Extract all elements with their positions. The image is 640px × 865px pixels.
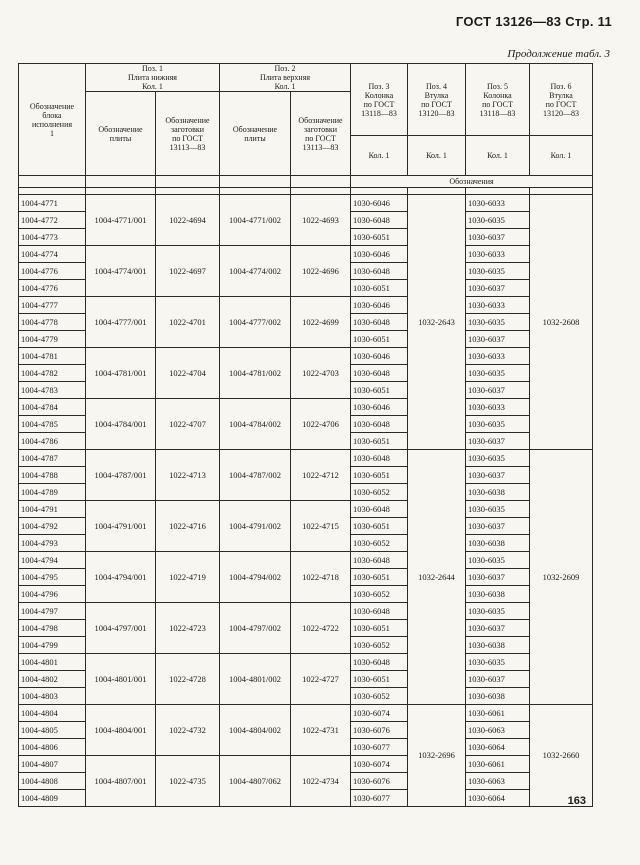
block-cell: 1004-4806 [19, 739, 86, 756]
block-cell: 1004-4784 [19, 399, 86, 416]
block-cell: 1004-4771 [19, 195, 86, 212]
upper-plate-cell: 1004-4777/002 [220, 297, 291, 348]
pos3-cell: 1030-6074 [351, 705, 408, 722]
pos3-cell: 1030-6048 [351, 552, 408, 569]
upper-blank-cell: 1022-4731 [291, 705, 351, 756]
pos5-cell: 1030-6037 [466, 569, 530, 586]
spacer-cell [156, 176, 220, 188]
pos5-cell: 1030-6037 [466, 229, 530, 246]
pos3-cell: 1030-6051 [351, 280, 408, 297]
upper-plate-cell: 1004-4794/002 [220, 552, 291, 603]
block-cell: 1004-4801 [19, 654, 86, 671]
table-row [19, 603, 593, 620]
spacer-cell [291, 176, 351, 188]
col-pos1-blank: Обозначение заготовки по ГОСТ 13113—83 [156, 92, 220, 176]
pos3-cell: 1030-6051 [351, 671, 408, 688]
col-pos1-plate: Обозначение плиты [86, 92, 156, 176]
lower-blank-cell: 1022-4719 [156, 552, 220, 603]
pos5-cell: 1030-6033 [466, 195, 530, 212]
pos3-cell: 1030-6048 [351, 212, 408, 229]
lower-blank-cell: 1022-4694 [156, 195, 220, 246]
table-row [19, 348, 593, 365]
lower-plate-cell: 1004-4807/001 [86, 756, 156, 807]
table-continuation-label: Продолжение табл. 3 [507, 48, 610, 60]
pos3-cell: 1030-6076 [351, 773, 408, 790]
lower-plate-cell: 1004-4804/001 [86, 705, 156, 756]
upper-plate-cell: 1004-4791/002 [220, 501, 291, 552]
pos3-cell: 1030-6048 [351, 654, 408, 671]
table-row [19, 246, 593, 263]
pos5-cell: 1030-6037 [466, 671, 530, 688]
block-cell: 1004-4779 [19, 331, 86, 348]
lower-plate-cell: 1004-4774/001 [86, 246, 156, 297]
spacer-cell [351, 188, 408, 195]
lower-plate-cell: 1004-4784/001 [86, 399, 156, 450]
block-cell: 1004-4803 [19, 688, 86, 705]
block-cell: 1004-4774 [19, 246, 86, 263]
pos5-cell: 1030-6038 [466, 535, 530, 552]
pos3-cell: 1030-6051 [351, 331, 408, 348]
pos3-cell: 1030-6052 [351, 637, 408, 654]
upper-blank-cell: 1022-4703 [291, 348, 351, 399]
pos3-cell: 1030-6051 [351, 382, 408, 399]
pos5-cell: 1030-6037 [466, 518, 530, 535]
block-cell: 1004-4791 [19, 501, 86, 518]
col-pos1: Поз. 1 Плита нижняя Кол. 1 [86, 64, 220, 92]
spacer-cell [220, 176, 291, 188]
pos3-cell: 1030-6052 [351, 484, 408, 501]
pos3-cell: 1030-6051 [351, 620, 408, 637]
pos5-cell: 1030-6064 [466, 790, 530, 807]
pos5-cell: 1030-6037 [466, 620, 530, 637]
lower-plate-cell: 1004-4787/001 [86, 450, 156, 501]
lower-plate-cell: 1004-4791/001 [86, 501, 156, 552]
block-cell: 1004-4787 [19, 450, 86, 467]
pos5-cell: 1030-6035 [466, 416, 530, 433]
block-cell: 1004-4782 [19, 365, 86, 382]
table-row [19, 399, 593, 416]
block-cell: 1004-4776 [19, 263, 86, 280]
block-cell: 1004-4789 [19, 484, 86, 501]
pos3-cell: 1030-6074 [351, 756, 408, 773]
pos3-cell: 1030-6046 [351, 246, 408, 263]
spacer-cell [86, 176, 156, 188]
block-cell: 1004-4809 [19, 790, 86, 807]
pos5-cell: 1030-6063 [466, 722, 530, 739]
pos3-cell: 1030-6048 [351, 450, 408, 467]
block-cell: 1004-4805 [19, 722, 86, 739]
lower-blank-cell: 1022-4716 [156, 501, 220, 552]
table-row [19, 654, 593, 671]
table-row [19, 450, 593, 467]
pos3-cell: 1030-6051 [351, 467, 408, 484]
pos5-cell: 1030-6033 [466, 399, 530, 416]
upper-plate-cell: 1004-4801/002 [220, 654, 291, 705]
pos3-cell: 1030-6077 [351, 790, 408, 807]
col-pos5: Поз. 5 Колонка по ГОСТ 13118—83 [466, 64, 530, 136]
pos3-cell: 1030-6046 [351, 297, 408, 314]
pos3-cell: 1030-6048 [351, 501, 408, 518]
pos3-cell: 1030-6077 [351, 739, 408, 756]
lower-blank-cell: 1022-4735 [156, 756, 220, 807]
upper-blank-cell: 1022-4734 [291, 756, 351, 807]
lower-plate-cell: 1004-4801/001 [86, 654, 156, 705]
upper-blank-cell: 1022-4722 [291, 603, 351, 654]
col-pos4-qty: Кол. 1 [408, 136, 466, 176]
pos3-cell: 1030-6051 [351, 229, 408, 246]
pos5-cell: 1030-6035 [466, 603, 530, 620]
upper-plate-cell: 1004-4781/002 [220, 348, 291, 399]
upper-plate-cell: 1004-4797/002 [220, 603, 291, 654]
pos3-cell: 1030-6052 [351, 586, 408, 603]
pos4-cell: 1032-2696 [408, 705, 466, 807]
table-row [19, 756, 593, 773]
upper-blank-cell: 1022-4696 [291, 246, 351, 297]
pos6-cell: 1032-2609 [530, 450, 593, 705]
block-cell: 1004-4783 [19, 382, 86, 399]
block-cell: 1004-4797 [19, 603, 86, 620]
spacer-cell [19, 176, 86, 188]
pos4-cell: 1032-2643 [408, 195, 466, 450]
table-row [19, 705, 593, 722]
pos5-cell: 1030-6035 [466, 314, 530, 331]
upper-blank-cell: 1022-4706 [291, 399, 351, 450]
pos3-cell: 1030-6052 [351, 535, 408, 552]
upper-plate-cell: 1004-4771/002 [220, 195, 291, 246]
upper-blank-cell: 1022-4693 [291, 195, 351, 246]
lower-blank-cell: 1022-4732 [156, 705, 220, 756]
page-number: 163 [567, 795, 586, 807]
page-header: ГОСТ 13126—83 Стр. 11 [455, 14, 612, 29]
pos5-cell: 1030-6038 [466, 586, 530, 603]
lower-blank-cell: 1022-4701 [156, 297, 220, 348]
table-row [19, 297, 593, 314]
col-pos3: Поз. 3 Колонка по ГОСТ 13118—83 [351, 64, 408, 136]
pos5-cell: 1030-6061 [466, 705, 530, 722]
pos6-cell: 1032-2660 [530, 705, 593, 807]
pos5-cell: 1030-6037 [466, 433, 530, 450]
spacer-cell [156, 188, 220, 195]
lower-plate-cell: 1004-4781/001 [86, 348, 156, 399]
block-cell: 1004-4786 [19, 433, 86, 450]
pos5-cell: 1030-6035 [466, 552, 530, 569]
col-pos6: Поз. 6 Втулка по ГОСТ 13120—83 [530, 64, 593, 136]
pos5-cell: 1030-6061 [466, 756, 530, 773]
block-cell: 1004-4802 [19, 671, 86, 688]
upper-blank-cell: 1022-4715 [291, 501, 351, 552]
pos3-cell: 1030-6076 [351, 722, 408, 739]
lower-blank-cell: 1022-4728 [156, 654, 220, 705]
designations-label: Обозначения [351, 176, 593, 188]
col-pos2-blank: Обозначение заготовки по ГОСТ 13113—83 [291, 92, 351, 176]
block-cell: 1004-4777 [19, 297, 86, 314]
lower-plate-cell: 1004-4794/001 [86, 552, 156, 603]
lower-blank-cell: 1022-4707 [156, 399, 220, 450]
pos5-cell: 1030-6037 [466, 331, 530, 348]
pos3-cell: 1030-6048 [351, 365, 408, 382]
col-pos3-qty: Кол. 1 [351, 136, 408, 176]
lower-plate-cell: 1004-4797/001 [86, 603, 156, 654]
upper-plate-cell: 1004-4784/002 [220, 399, 291, 450]
pos3-cell: 1030-6051 [351, 518, 408, 535]
upper-blank-cell: 1022-4712 [291, 450, 351, 501]
table-body [19, 188, 593, 807]
spacer-cell [86, 188, 156, 195]
block-cell: 1004-4795 [19, 569, 86, 586]
pos5-cell: 1030-6037 [466, 382, 530, 399]
pos5-cell: 1030-6035 [466, 654, 530, 671]
pos5-cell: 1030-6035 [466, 501, 530, 518]
block-cell: 1004-4799 [19, 637, 86, 654]
pos3-cell: 1030-6048 [351, 314, 408, 331]
upper-plate-cell: 1004-4774/002 [220, 246, 291, 297]
lower-plate-cell: 1004-4771/001 [86, 195, 156, 246]
upper-plate-cell: 1004-4787/002 [220, 450, 291, 501]
block-cell: 1004-4788 [19, 467, 86, 484]
spacer-cell [466, 188, 530, 195]
block-cell: 1004-4773 [19, 229, 86, 246]
pos5-cell: 1030-6038 [466, 637, 530, 654]
upper-blank-cell: 1022-4727 [291, 654, 351, 705]
block-cell: 1004-4796 [19, 586, 86, 603]
pos3-cell: 1030-6046 [351, 399, 408, 416]
block-cell: 1004-4781 [19, 348, 86, 365]
parts-table [18, 63, 593, 807]
pos3-cell: 1030-6046 [351, 195, 408, 212]
lower-blank-cell: 1022-4713 [156, 450, 220, 501]
pos5-cell: 1030-6035 [466, 450, 530, 467]
table-row [19, 195, 593, 212]
pos5-cell: 1030-6035 [466, 365, 530, 382]
lower-blank-cell: 1022-4723 [156, 603, 220, 654]
pos5-cell: 1030-6037 [466, 280, 530, 297]
pos5-cell: 1030-6063 [466, 773, 530, 790]
pos5-cell: 1030-6064 [466, 739, 530, 756]
table-row [19, 501, 593, 518]
upper-plate-cell: 1004-4807/062 [220, 756, 291, 807]
pos5-cell: 1030-6033 [466, 297, 530, 314]
pos5-cell: 1030-6035 [466, 212, 530, 229]
pos5-cell: 1030-6033 [466, 246, 530, 263]
pos3-cell: 1030-6048 [351, 603, 408, 620]
pos3-cell: 1030-6046 [351, 348, 408, 365]
col-block: Обозначение блока исполнения 1 [19, 64, 86, 176]
spacer-cell [19, 188, 86, 195]
pos5-cell: 1030-6037 [466, 467, 530, 484]
spacer-cell [530, 188, 593, 195]
lower-blank-cell: 1022-4704 [156, 348, 220, 399]
lower-plate-cell: 1004-4777/001 [86, 297, 156, 348]
spacer-cell [408, 188, 466, 195]
block-cell: 1004-4798 [19, 620, 86, 637]
spacer-cell [291, 188, 351, 195]
pos3-cell: 1030-6051 [351, 569, 408, 586]
pos3-cell: 1030-6048 [351, 263, 408, 280]
block-cell: 1004-4793 [19, 535, 86, 552]
col-pos2: Поз. 2 Плита верхняя Кол. 1 [220, 64, 351, 92]
pos5-cell: 1030-6038 [466, 688, 530, 705]
pos4-cell: 1032-2644 [408, 450, 466, 705]
block-cell: 1004-4785 [19, 416, 86, 433]
pos5-cell: 1030-6033 [466, 348, 530, 365]
upper-blank-cell: 1022-4718 [291, 552, 351, 603]
block-cell: 1004-4794 [19, 552, 86, 569]
upper-plate-cell: 1004-4804/002 [220, 705, 291, 756]
block-cell: 1004-4778 [19, 314, 86, 331]
block-cell: 1004-4792 [19, 518, 86, 535]
block-cell: 1004-4807 [19, 756, 86, 773]
block-cell: 1004-4776 [19, 280, 86, 297]
pos3-cell: 1030-6052 [351, 688, 408, 705]
col-pos4: Поз. 4 Втулка по ГОСТ 13120—83 [408, 64, 466, 136]
pos6-cell: 1032-2608 [530, 195, 593, 450]
block-cell: 1004-4808 [19, 773, 86, 790]
pos5-cell: 1030-6035 [466, 263, 530, 280]
pos3-cell: 1030-6051 [351, 433, 408, 450]
block-cell: 1004-4772 [19, 212, 86, 229]
upper-blank-cell: 1022-4699 [291, 297, 351, 348]
pos3-cell: 1030-6048 [351, 416, 408, 433]
block-cell: 1004-4804 [19, 705, 86, 722]
col-pos6-qty: Кол. 1 [530, 136, 593, 176]
table-row [19, 552, 593, 569]
spacer-cell [220, 188, 291, 195]
lower-blank-cell: 1022-4697 [156, 246, 220, 297]
col-pos2-plate: Обозначение плиты [220, 92, 291, 176]
col-pos5-qty: Кол. 1 [466, 136, 530, 176]
pos5-cell: 1030-6038 [466, 484, 530, 501]
